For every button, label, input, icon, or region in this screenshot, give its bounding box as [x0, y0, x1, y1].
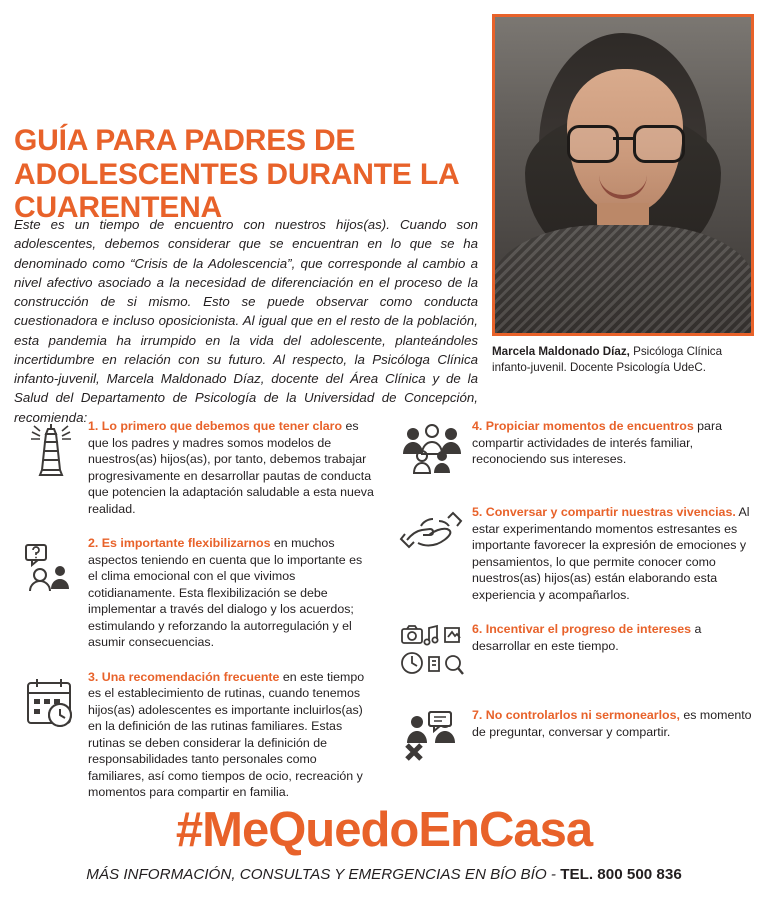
tips-column-left: [14, 418, 374, 819]
list-item-text: [88, 535, 374, 651]
list-item-lead: 1. Lo primero que debemos que tener claro: [88, 419, 343, 433]
list-item: [14, 669, 374, 801]
footer-phone: TEL. 800 500 836: [560, 866, 682, 883]
page-title: GUÍA PARA PADRES DE ADOLESCENTES DURANTE LA CUARENTENA: [14, 124, 459, 225]
list-item-lead: 4. Propiciar momentos de encuentros: [472, 419, 694, 433]
lighthouse-icon: [14, 418, 88, 486]
list-item: [14, 418, 374, 517]
calendar-clock-icon: [14, 669, 88, 737]
list-item-text: [88, 418, 374, 517]
list-item: [392, 418, 752, 486]
portrait-illustration: [495, 17, 751, 333]
header-section: [0, 0, 768, 425]
photo-caption-name: Marcela Maldonado Díaz,: [492, 345, 630, 358]
list-item-lead: 5. Conversar y compartir nuestras vivencias.: [472, 505, 736, 519]
list-item-body: en este tiempo es el establecimiento de rutinas, cuando tenemos hijos(as) adolescentes es importante incluirlos(as) en la definición de las rutinas familiares. Estas rutinas se deben considerar la definición de responsabilidades tanto personales como familiares, así como tiempos de ocio, recreación y momentos para compartir en familia.: [88, 669, 365, 799]
list-item-lead: 3. Una recomendación frecuente: [88, 669, 280, 684]
intro-paragraph: Este es un tiempo de encuentro con nuestros hijos(as). Cuando son adolescentes, debemos considerar que se encuentran en lo que se ha denominado como “Crisis de la Adolescencia”, que corresponde al cambio a nivel afectivo asociado a la necesidad de diferenciación en el proceso de la construcción de si mismo. Esto se puede observar como conducta cuestionadora e incluso oposicionista. Al igual que en el resto de la población, esta pandemia ha irrumpido en la vida del adolescente, planteándoles incertidumbre en relación con su futuro. Al respecto, la Psicóloga Clínica infanto-juvenil, Marcela Maldonado Díaz, docente del Área Clínica y de la Salud del Departamento de Psicología de la Universidad de Concepción, recomienda:: [14, 217, 478, 425]
portrait-glasses-right: [633, 125, 685, 163]
list-item-body: a desarrollar en este tiempo.: [472, 622, 702, 653]
portrait-glasses-bridge: [613, 137, 633, 140]
footer-contact: [0, 866, 768, 883]
list-item-body: es que los padres y madres somos modelos de nuestros(as) hijos(as), por tanto, debemos trabajar progresivamente en desarrollar pautas de conducta que potencien la adaptación saludable a esta nueva realidad.: [88, 419, 374, 516]
portrait-photo: [492, 14, 754, 336]
list-item: [392, 707, 752, 775]
people-question-icon: [14, 535, 88, 603]
list-item-text: [472, 504, 752, 603]
portrait-torso: [495, 225, 751, 333]
list-item-body: es momento de preguntar, conversar y compartir.: [472, 708, 752, 739]
tips-column-right: [392, 418, 752, 793]
list-item-body: para compartir actividades de interés familiar, reconociendo sus intereses.: [472, 419, 722, 466]
list-item: [392, 504, 752, 603]
list-item-body: Al estar experimentando momentos estresantes es importante favorecer la expresión de emociones y pensamientos, lo que permite conocer como nuestros(as) hijos(as) están elaborando esta experiencia y acompañarlos.: [472, 505, 750, 602]
list-item-text: [88, 669, 374, 801]
list-item: [392, 621, 752, 689]
list-item-text: [472, 418, 752, 468]
hobbies-icon: [392, 621, 472, 689]
helping-hands-icon: [392, 504, 472, 572]
footer-section: [0, 790, 768, 910]
hashtag-slogan: #MeQuedoEnCasa: [175, 803, 593, 857]
list-item-body: en muchos aspectos teniendo en cuenta que lo importante es el clima emocional con el que vivimos cotidianamente. Esta flexibilización se debe implementar a través del dialogo y los acuerdos; estimulando y reforzando la autorregulación y el asumir consecuencias.: [88, 536, 363, 649]
list-item-text: [472, 621, 752, 654]
photo-caption: [492, 344, 754, 375]
list-item: [14, 535, 374, 651]
tips-section: [0, 418, 768, 799]
portrait-glasses-left: [567, 125, 619, 163]
list-item-lead: 7. No controlarlos ni sermonearlos,: [472, 708, 680, 722]
list-item-lead: 6. Incentivar el progreso de intereses: [472, 622, 691, 636]
list-item-lead: 2. Es importante flexibilizarnos: [88, 536, 271, 550]
list-item-text: [472, 707, 752, 740]
no-lecture-icon: [392, 707, 472, 775]
family-group-icon: [392, 418, 472, 486]
footer-contact-text: MÁS INFORMACIÓN, CONSULTAS Y EMERGENCIAS EN BÍO BÍO -: [86, 866, 561, 883]
photo-caption-role: Psicóloga Clínica infanto-juvenil. Docente Psicología UdeC.: [492, 345, 723, 374]
